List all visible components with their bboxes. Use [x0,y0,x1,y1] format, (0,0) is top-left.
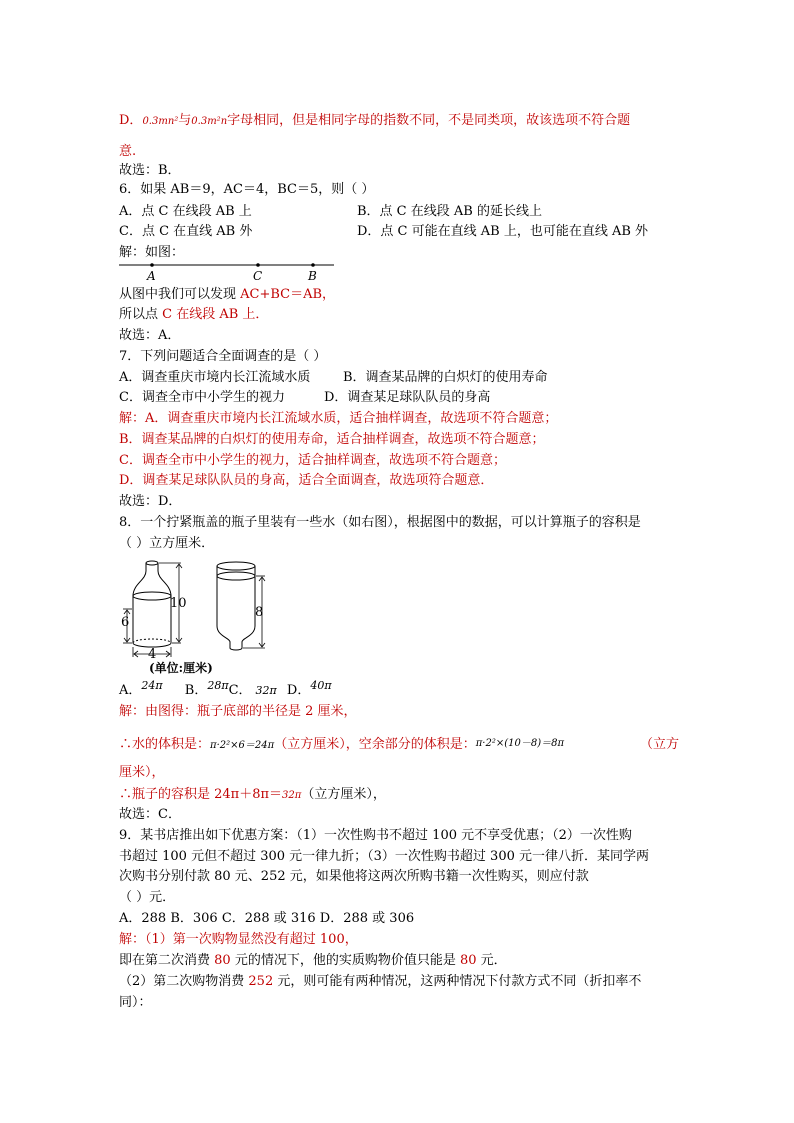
q7-options-row2 [119,389,679,407]
label-10: 10 [170,596,187,611]
q9-solution-line3: （2）第二次购物消费 252 元，则可能有两种情况，这两种情况下付款方式不同（折扣率不 [119,974,642,989]
q9-line1: 9．某书店推出如下优惠方案：（1）一次性购书不超过 100 元不享受优惠；（2）一次性购 [119,828,632,843]
bottle-figure [119,554,269,676]
q7-answer: 故选：D． [119,494,182,509]
q7-solution-b: B．调查某品牌的白炽灯的使用寿命，适合抽样调查，故选项不符合题意； [119,432,545,447]
q7-solution-d: D．调查某足球队队员的身高，适合全面调查，故选项符合题意． [119,473,494,488]
q9-line2: 书超过 100 元但不超过 300 元一律九折；（3）一次性购书超过 300 元一律八折．某同学两 [119,849,650,864]
q6-answer: 故选：A． [119,328,181,343]
q8-solution-line3: ∴瓶子的容积是 24π＋8π＝32π（立方厘米）， [119,787,386,802]
q7-stem: 7．下列问题适合全面调查的是（ ） [119,349,327,364]
q8-solution-line1: 解：由图得：瓶子底部的半径是 2 厘米， [119,704,357,719]
label-4: 4 [148,647,157,662]
q6-solution-line1: 从图中我们可以发现 AC+BC＝AB， [119,287,336,302]
q9-solution-line2: 即在第二次消费 80 元的情况下，他的实质购物价值只能是 80 元． [119,953,507,968]
upright-bottle [133,561,171,647]
q9-line3: 次购书分别付款 80 元、252 元，如果他将这两次所购书籍一次性购买，则应付款 [119,869,589,884]
q7-solution-a: 解：A．调查重庆市境内长江流域水质，适合抽样调查，故选项不符合题意； [119,411,558,426]
q6-options-row2 [119,223,679,241]
q7-solution-c: C．调查全市中小学生的视力，适合抽样调查，故选项不符合题意； [119,453,506,468]
q8-stem-line1: 8．一个拧紧瓶盖的瓶子里装有一些水（如右图），根据图中的数据，可以计算瓶子的容积是 [119,515,641,530]
q6-option-a: A．点 C 在线段 AB 上 [119,204,252,219]
label-c: C [253,269,263,283]
q6-option-b: B．点 C 在线段 AB 的延长线上 [357,204,542,219]
option-d-explanation: D．0.3mn²与0.3m²n字母相同，但是相同字母的指数不同，不是同类项，故该选项不符合题 [119,113,631,128]
q9-solution-line3-cont: 同）： [119,995,152,1010]
q8-options: A．$^{24\pi}$ B．$^{28\pi}$C． 32π D．$^{40\pi}$ [119,679,332,698]
q9-solution-line1: 解：（1）第一次购物显然没有超过 100， [119,932,358,947]
q8-option-d: 40π [310,679,332,692]
option-d-explanation-cont: 意. [119,144,137,159]
q7-option-d: D．调查某足球队队员的身高 [324,390,491,405]
q6-option-d: D．点 C 可能在直线 AB 上，也可能在直线 AB 外 [357,224,649,239]
label-b: B [308,269,317,283]
q8-solution-line2: ∴水的体积是：π·2²×6＝24π（立方厘米），空余部分的体积是：π·2²×(10－8)＝8π （立方 [119,737,679,752]
q8-option-a: 24π [141,679,163,692]
q8-solution-line2-cont: 厘米）， [119,765,165,780]
q7-option-a: A．调查重庆市境内长江流域水质 [119,370,311,385]
point-b [311,263,315,267]
q8-answer: 故选：C． [119,807,181,822]
inverted-bottle [217,562,255,650]
q7-option-b: B．调查某品牌的白炽灯的使用寿命 [343,370,548,385]
q8-option-c: 32π [255,684,277,697]
q7-options-row1 [119,369,679,387]
label-a: A [147,269,156,283]
q6-option-c: C．点 C 在直线 AB 外 [119,224,253,239]
q8-stem-line2: （ ）立方厘米． [119,536,215,551]
q6-solution-label: 解：如图： [119,245,185,260]
point-a [150,263,154,267]
label-8: 8 [255,605,264,620]
q6-options-row1 [119,203,679,221]
q7-option-c: C．调查全市中小学生的视力 [119,390,285,405]
q6-solution-line2: 所以点 C 在线段 AB 上． [119,307,269,322]
answer-line: 故选：B． [119,163,181,178]
unit-caption: (单位:厘米) [149,661,213,675]
label-6: 6 [121,615,130,630]
q8-option-b: 28π [207,679,229,692]
line-segment-figure [119,258,339,284]
q6-stem: 6．如果 AB＝9，AC＝4，BC＝5，则（ ） [119,182,375,197]
q9-options: A．288 B．306 C．288 或 316 D．288 或 306 [119,911,415,926]
q9-line4: （ ）元． [119,890,176,905]
point-c [256,263,260,267]
